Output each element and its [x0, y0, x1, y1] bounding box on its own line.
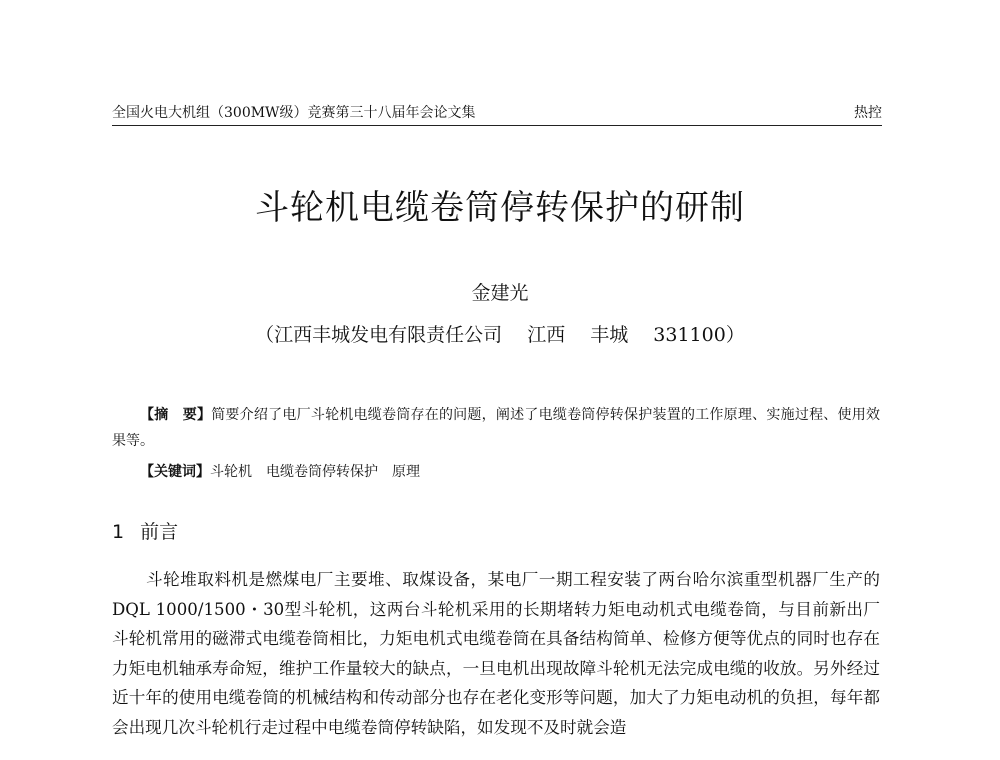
abstract-label: 【摘 要】: [140, 407, 212, 423]
section-title: 前言: [140, 521, 179, 543]
keywords-text: 斗轮机 电缆卷筒停转保护 原理: [210, 464, 420, 480]
author: 金建光: [471, 282, 529, 304]
section-label: 热控: [854, 105, 882, 121]
section-number: 1: [112, 521, 125, 543]
affiliation: （江西丰城发电有限责任公司 江西 丰城 331100）: [255, 324, 745, 346]
paper-title: 斗轮机电缆卷筒停转保护的研制: [255, 188, 745, 228]
keywords: [112, 461, 880, 483]
abstract: [112, 402, 880, 454]
body-paragraph: 斗轮堆取料机是燃煤电厂主要堆、取煤设备，某电厂一期工程安装了两台哈尔滨重型机器厂生产的DQL 1000/1500・30型斗轮机，这两台斗轮机采用的长期堵转力矩电动机式电缆卷筒，与目前新出厂斗轮机常用的磁滞式电缆卷筒相比，力矩电机式电缆卷筒在具备结构简单、检修方便等优点的同时也存在力矩电机轴承寿命短，维护工作量较大的缺点，一旦电机出现故障斗轮机无法完成电缆的收放。另外经过近十年的使用电缆卷筒的机械结构和传动部分也存在老化变形等问题，加大了力矩电动机的负担，每年都会出现几次斗轮机行走过程中电缆卷筒停转缺陷，如发现不及时就会造: [112, 570, 880, 737]
section-heading: [112, 519, 178, 545]
keywords-label: 【关键词】: [140, 464, 210, 480]
abstract-text: 简要介绍了电厂斗轮机电缆卷筒存在的问题，阐述了电缆卷筒停转保护装置的工作原理、实施过程、使用效果等。: [112, 407, 881, 449]
running-header: [112, 101, 882, 126]
journal-name: 全国火电大机组（300MW级）竞赛第三十八届年会论文集: [112, 105, 476, 121]
